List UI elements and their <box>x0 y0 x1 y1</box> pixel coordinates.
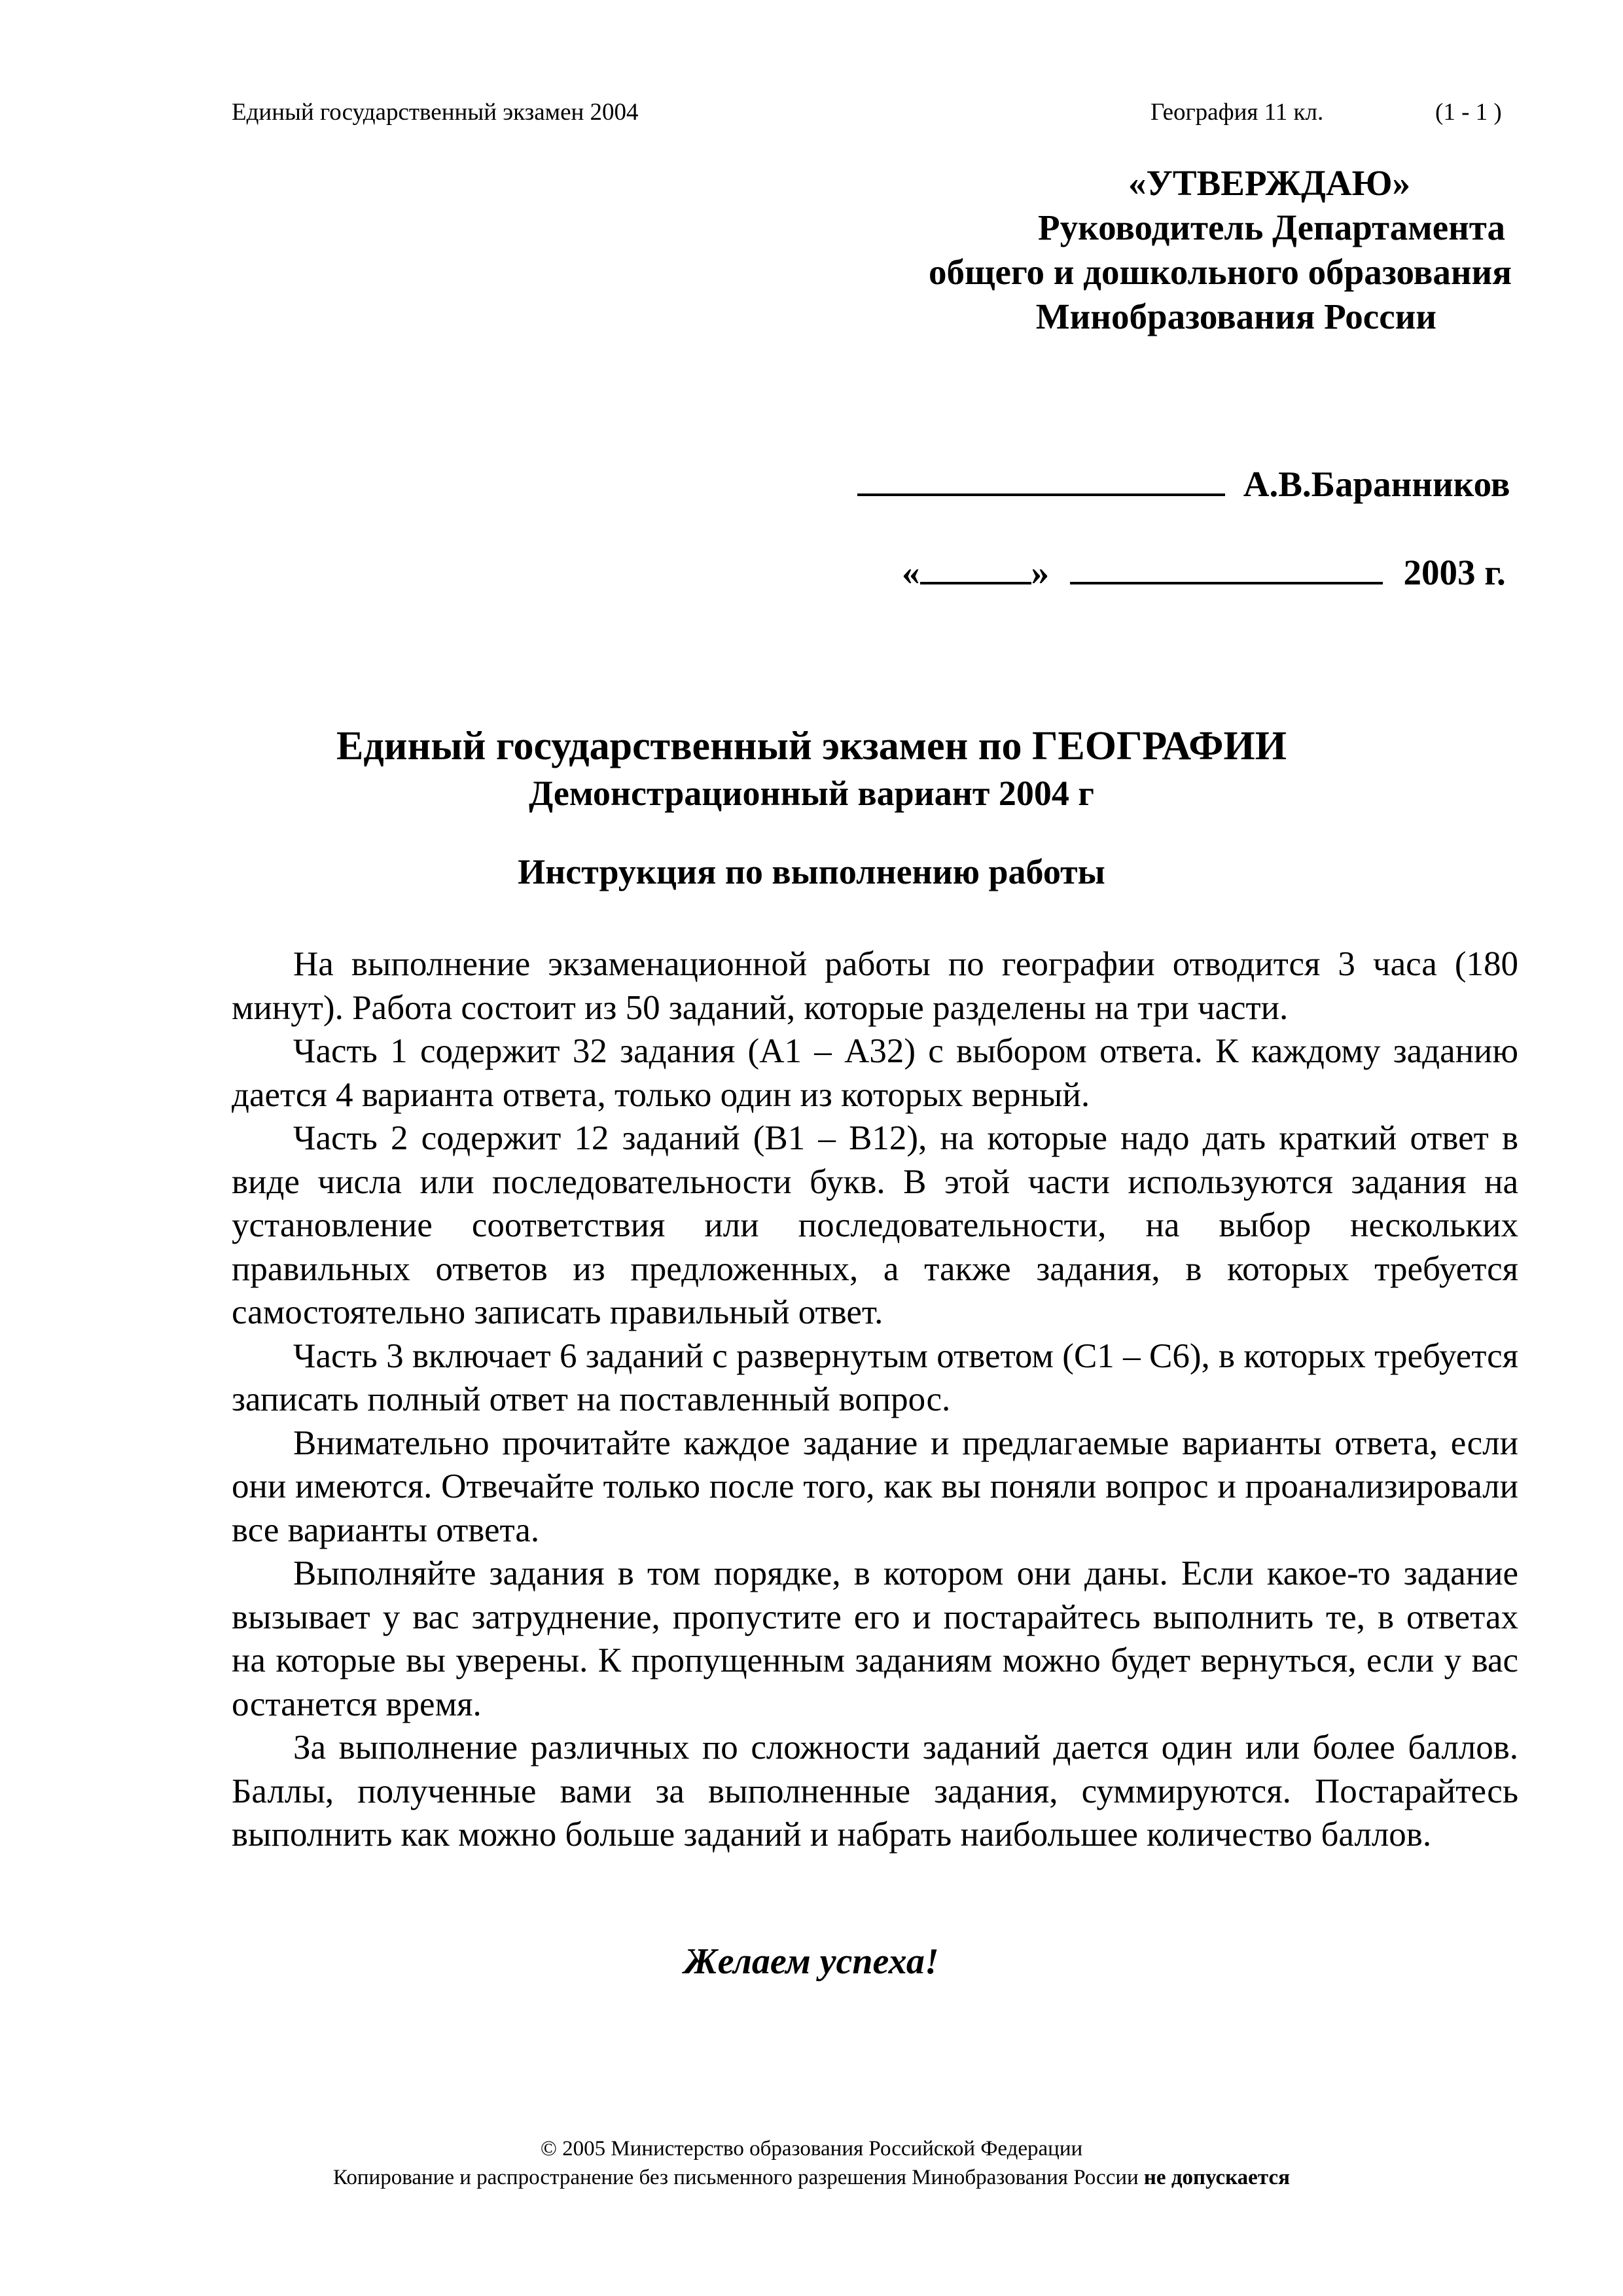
paragraph-6: Выполняйте задания в том порядке, в котором они даны. Если какое-то задание вызывает у вас затруднение, пропустите его и постарайтесь выполнить те, в ответах на которые вы уверены. К пропущенным заданиям можно будет вернуться, если у вас останется время. <box>232 1554 1518 1723</box>
header-page-number: (1 - 1 ) <box>1435 99 1502 126</box>
footer-notice-emphasis: не допускается <box>1143 2166 1290 2189</box>
approval-title <box>726 161 1512 206</box>
paragraph-5: Внимательно прочитайте каждое задание и предлагаемые варианты ответа, если они имеются. Отвечайте только после того, как вы поняли вопрос и проанализировали все варианты ответа. <box>232 1424 1518 1549</box>
closing-wish: Желаем успеха! <box>684 1941 939 1982</box>
instructions-body <box>232 942 1518 1857</box>
document-subtitle: Демонстрационный вариант 2004 г <box>529 774 1094 813</box>
approval-line-3-text: Минобразования России <box>1035 296 1436 336</box>
date-open-quote: « <box>902 552 920 592</box>
approval-line-2 <box>726 250 1512 295</box>
footer-notice <box>0 2164 1623 2191</box>
date-line <box>902 550 1506 596</box>
approval-year: 2003 г. <box>1403 552 1506 592</box>
header-exam-title: Единый государственный экзамен 2004 <box>232 99 639 126</box>
day-blank <box>920 550 1031 584</box>
signatory-name: А.В.Баранников <box>1243 464 1510 504</box>
paragraph-1: На выполнение экзаменационной работы по географии отводится 3 часа (180 минут). Работа состоит из 50 заданий, которые разделены на три части. <box>232 945 1518 1027</box>
approval-line-2-text: общего и дошкольного образования <box>929 252 1512 292</box>
date-close-quote: » <box>1031 552 1049 592</box>
signature-blank <box>857 462 1225 496</box>
paragraph-2: Часть 1 содержит 32 задания (А1 – А32) с выбором ответа. К каждому заданию дается 4 варианта ответа, только один из которых верный. <box>232 1032 1518 1114</box>
signature-line <box>857 461 1510 507</box>
approval-line-1-text: Руководитель Департамента <box>1038 207 1505 247</box>
paragraph-7: За выполнение различных по сложности заданий дается один или более баллов. Баллы, полученные вами за выполненные задания, суммируются. Постарайтесь выполнить как можно больше заданий и набрать наибольшее количество баллов. <box>232 1729 1518 1854</box>
footer-copyright: © 2005 Министерство образования Российской Федерации <box>540 2137 1083 2161</box>
paragraph-3: Часть 2 содержит 12 заданий (В1 – В12), на которые надо дать краткий ответ в виде числа или последовательности букв. В этой части используются задания на установление соответствия или последовательности, на выбор нескольких правильных ответов из предложенных, а также задания, в которых требуется самостоятельно записать правильный ответ. <box>232 1119 1518 1331</box>
paragraph-4: Часть 3 включает 6 заданий с развернутым ответом (С1 – С6), в которых требуется записать полный ответ на поставленный вопрос. <box>232 1336 1518 1418</box>
footer-notice-text: Копирование и распространение без письменного разрешения Минобразования России <box>333 2166 1144 2189</box>
instructions-heading: Инструкция по выполнению работы <box>518 852 1105 891</box>
month-blank <box>1070 550 1383 584</box>
document-title: Единый государственный экзамен по ГЕОГРАФИИ <box>336 724 1287 768</box>
approval-line-1 <box>726 206 1512 250</box>
approval-title-text: «УТВЕРЖДАЮ» <box>1128 163 1410 203</box>
header-subject: География 11 кл. <box>1150 99 1324 126</box>
approval-line-3 <box>726 295 1512 339</box>
